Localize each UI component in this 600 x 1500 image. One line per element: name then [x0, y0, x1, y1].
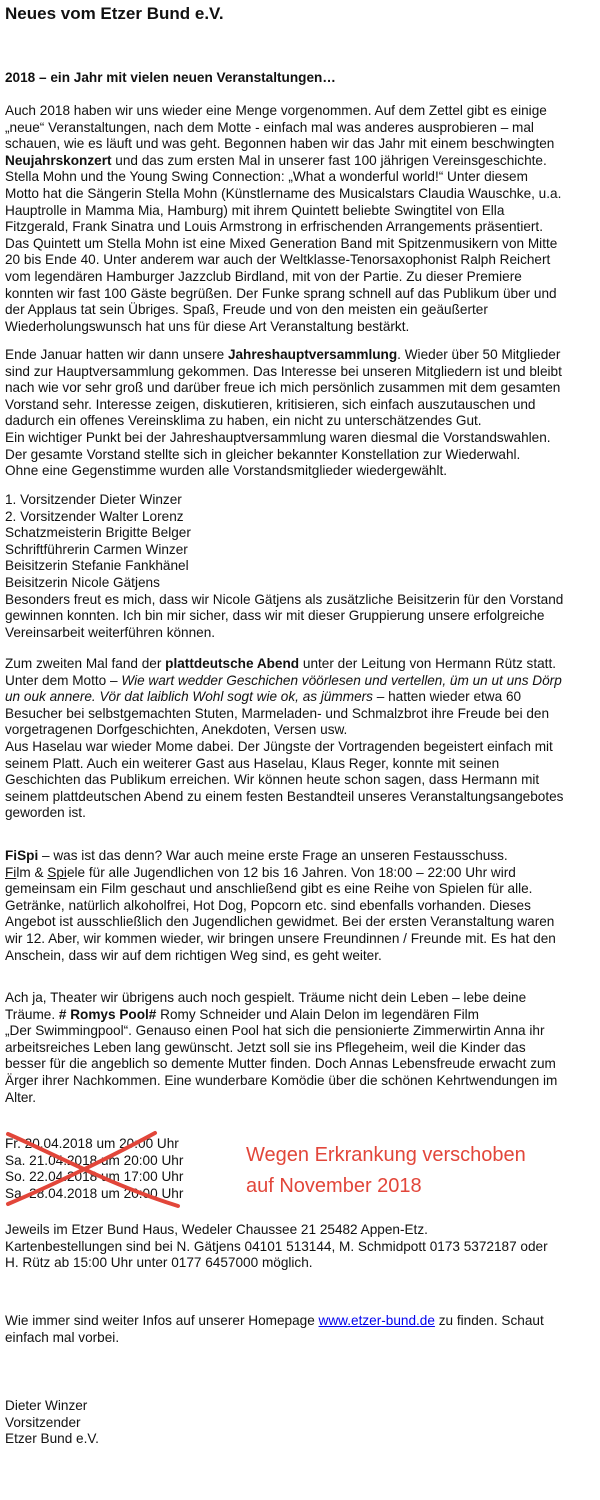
text-line: Vereinsarbeit weiterführen können.	[5, 624, 216, 640]
underlined-letters: Fi	[5, 864, 17, 880]
paragraph-theater	[5, 990, 595, 1106]
text-line: vom legendären Hamburger Jazzclub Birdland, mit von der Partie. Zu dieser Premiere	[5, 268, 522, 284]
text-line: Stella Mohn und the Young Swing Connection: „What a wonderful world!“ Unter diesem	[5, 169, 528, 185]
bold-term: FiSpi	[5, 848, 39, 863]
board-members-list	[5, 492, 595, 641]
subtitle-text: 2018 – ein Jahr mit vielen neuen Veranstaltungen…	[5, 70, 336, 85]
text-line: Ein wichtiger Punkt bei der Jahreshauptversammlung waren diesmal die Vorstandswahlen.	[5, 429, 551, 445]
text-line: Auch 2018 haben wir uns wieder eine Menge vorgenommen. Auf dem Zettel gibt es einige	[5, 103, 547, 118]
text-line: nach wie vor sehr groß und darüber freue ich mich persönlich zusammen mit dem gesamten	[5, 380, 561, 396]
text-line	[5, 689, 595, 706]
text-line: der Applaus tat sein Übriges. Spaß, Freude und von den meisten ein geäußerter	[5, 302, 488, 318]
text-line	[5, 153, 595, 170]
text-line: seinem plattdeutschen Abend zu einem festen Bestandteil unseres Veranstaltungsangebotes	[5, 788, 564, 804]
text-line: Angebot ist ausschließlich den Jugendlichen gewidmet. Bei der ersten Veranstaltung waren	[5, 914, 555, 930]
text-segment: Wie immer sind weiter Infos auf unserer Homepage	[5, 1313, 319, 1328]
text-line	[5, 656, 595, 673]
performance-date: Sa. 21.04.2018 um 20:00 Uhr	[5, 1152, 184, 1168]
text-line: Wiederholungswunsch hat uns für diese Art Veranstaltung bestärkt.	[5, 318, 410, 334]
text-line: Besucher bei selbstgemachten Stuten, Marmeladen- und Schmalzbrot ihre Freude bei den	[5, 705, 550, 721]
text-line: Kartenbestellungen sind bei N. Gätjens 04101 513144, M. Schmidpott 0173 5372187 oder	[5, 1238, 548, 1254]
text-line: geworden ist.	[5, 805, 86, 821]
text-segment: . Wieder über 50 Mitglieder	[397, 347, 561, 362]
text-line: seinem Platt. Auch ein weiterer Gast aus Haselau, Klaus Reger, konnte mit seinen	[5, 755, 500, 771]
text-line: Ohne eine Gegenstimme wurden alle Vorstandsmitglieder wiedergewählt.	[5, 463, 448, 479]
text-line: Hauptrolle in Mamma Mia, Hamburg) mit ihrem Quintett beliebte Swingtitel von Ella	[5, 202, 505, 218]
text-line: Aus Haselau war wieder Mome dabei. Der Jüngste der Vortragenden begeistert einfach mit	[5, 738, 553, 754]
text-segment: – hatten wieder etwa 60	[372, 689, 522, 705]
performance-date: So. 22.04.2018 um 17:00 Uhr	[5, 1169, 184, 1185]
italic-motto: Wie wart wedder Geschichen vöörlesen und vertellen, üm un ut uns Dörp	[121, 672, 562, 688]
text-line: einfach mal vorbei.	[5, 1329, 120, 1345]
text-segment: Zum zweiten Mal fand der	[5, 656, 166, 671]
text-line: sind zur Hauptversammlung gekommen. Das Interesse bei unseren Mitgliedern ist und bleibt	[5, 363, 562, 379]
text-line: Ärger ihrer Nachkommen. Eine wunderbare Komödie über die schönen Kehrtwendungen im	[5, 1072, 558, 1088]
signature-org: Etzer Bund e.V.	[5, 1431, 99, 1447]
performance-date: Fr. 20.04.2018 um 20:00 Uhr	[5, 1136, 179, 1151]
text-line: gewinnen konnten. Ich bin mir sicher, dass wir mit dieser Gruppierung unsere erfolgreiche	[5, 608, 545, 624]
underlined-letters: Spi	[47, 864, 67, 880]
text-line: „Der Swimmingpool“. Genauso einen Pool hat sich die pensionierte Zimmerwirtin Anna ihr	[5, 1023, 545, 1039]
paragraph-neujahrskonzert	[5, 103, 595, 335]
play-title: # Romys Pool#	[58, 1006, 157, 1022]
text-line: Fitzgerald, Frank Sinatra und Louis Armstrong in erfrischenden Arrangements präsentiert.	[5, 219, 543, 235]
text-line: wir 12. Aber, wir kommen wieder, wir bringen unsere Freundinnen / Freunde mit. Es hat den	[5, 930, 556, 946]
text-segment: Romy Schneider und Alain Delon im legendären Film	[156, 1006, 479, 1022]
board-member: Beisitzerin Stefanie Fankhänel	[5, 558, 189, 574]
text-line: Anschein, dass wir auf dem richtigen Weg sind, es geht weiter.	[5, 947, 382, 963]
text-segment: Träume.	[5, 1006, 59, 1022]
text-line	[5, 347, 595, 364]
text-line: besser für die angeblich so demente Mutter finden. Doch Annas Lebensfreude erwacht zum	[5, 1056, 556, 1072]
text-segment: und das zum ersten Mal in unserer fast 100 jährigen Vereinsgeschichte.	[111, 152, 547, 168]
signature-name: Dieter Winzer	[5, 1398, 88, 1413]
notice-line: Wegen Erkrankung verschoben	[246, 1144, 526, 1166]
board-member: Beisitzerin Nicole Gätjens	[5, 574, 160, 590]
page-title: Neues vom Etzer Bund e.V.	[5, 4, 224, 23]
text-line: Geschichten das Publikum erreichen. Wir können heute schon sagen, dass Hermann mit	[5, 772, 540, 788]
text-line: Alter.	[5, 1089, 36, 1105]
text-line: dadurch ein offenes Vereinsklima zu haben, ein nicht zu unterschätzendes Gut.	[5, 413, 482, 429]
italic-motto: un ouk annere. Vör dat laiblich Wohl sogt wie ok, as jümmers	[5, 689, 373, 705]
paragraph-plattdeutscher-abend	[5, 656, 595, 822]
board-member: 2. Vorsitzender Walter Lorenz	[5, 508, 184, 524]
text-line: 20 bis Ende 40. Unter anderem war auch der Weltklasse-Tenorsaxophonist Ralph Reichert	[5, 252, 551, 268]
text-line	[5, 673, 595, 690]
text-line: schauen, wie es läuft und was geht. Begonnen haben wir das Jahr mit einem beschwingten	[5, 136, 555, 152]
board-member: Schatzmeisterin Brigitte Belger	[5, 525, 191, 541]
performance-date: Sa. 28.04.2018 um 20:00 Uhr	[5, 1185, 184, 1201]
signature-role: Vorsitzender	[5, 1414, 81, 1430]
text-line: gemeinsam ein Film geschaut und anschließend gibt es eine Reihe von Spielen für alle.	[5, 881, 533, 897]
text-segment: lm &	[16, 864, 48, 880]
text-line: Der gesamte Vorstand stellte sich in gleicher bekannter Konstellation zur Wiederwahl.	[5, 446, 521, 462]
cancellation-cross-icon	[0, 1130, 190, 1210]
text-line: Ach ja, Theater wir übrigens auch noch gespielt. Träume nicht dein Leben – lebe deine	[5, 990, 527, 1005]
paragraph-fispi	[5, 848, 595, 964]
text-line	[5, 865, 595, 882]
signature	[5, 1398, 595, 1448]
text-line: Getränke, natürlich alkoholfrei, Hot Dog, Popcorn etc. sind ebenfalls vorhanden. Dieses	[5, 897, 531, 913]
text-line: vorgetragenen Dorfgeschichten, Anekdoten, Versen usw.	[5, 722, 348, 738]
homepage-info	[5, 1313, 595, 1346]
text-line: „neue“ Veranstaltungen, nach dem Motte - einfach mal was anderes ausprobieren – mal	[5, 119, 534, 135]
text-line	[5, 1313, 595, 1330]
text-segment: Unter dem Motto –	[5, 672, 122, 688]
homepage-link[interactable]: www.etzer-bund.de	[318, 1313, 435, 1328]
venue-info	[5, 1222, 595, 1272]
text-line: Vorstand sehr. Interesse zeigen, diskutieren, kritisieren, sich einfach auszutauschen und	[5, 396, 536, 412]
article-subtitle	[5, 70, 595, 87]
text-segment: – was ist das denn? War auch meine erste Frage an unseren Festausschuss.	[38, 848, 508, 863]
board-member: Schriftführerin Carmen Winzer	[5, 541, 188, 557]
notice-line: auf November 2018	[246, 1175, 422, 1197]
text-line	[5, 848, 595, 865]
bold-term: plattdeutsche Abend	[165, 656, 300, 671]
text-line: konnten wir fast 100 Gäste begrüßen. Der Funke sprang schnell auf das Publikum über und	[5, 285, 557, 301]
text-line: Jeweils im Etzer Bund Haus, Wedeler Chaussee 21 25482 Appen-Etz.	[5, 1222, 428, 1237]
text-line: Motto hat die Sängerin Stella Mohn (Künstlername des Musicalstars Claudia Wauschke, u.a.	[5, 185, 562, 201]
postponement-notice	[246, 1140, 526, 1202]
text-line	[5, 1007, 595, 1024]
text-line: Besonders freut es mich, dass wir Nicole Gätjens als zusätzliche Beisitzerin für den Vorstand	[5, 591, 564, 607]
text-segment: ele für alle Jugendlichen von 12 bis 16 Jahren. Von 18:00 – 22:00 Uhr wird	[66, 864, 516, 880]
paragraph-jahreshauptversammlung	[5, 347, 595, 480]
board-member: 1. Vorsitzender Dieter Winzer	[5, 492, 182, 507]
bold-term: Jahreshauptversammlung	[227, 347, 398, 362]
text-line: arbeitsreiches Leben lang gewünscht. Jetzt soll sie ins Pflegeheim, weil die Kinder das	[5, 1039, 526, 1055]
text-segment: zu finden. Schaut	[434, 1313, 544, 1328]
text-segment: Ende Januar hatten wir dann unsere	[5, 347, 228, 362]
text-line: Das Quintett um Stella Mohn ist eine Mixed Generation Band mit Spitzenmusikern von Mitte	[5, 235, 558, 251]
bold-term: Neujahrskonzert	[5, 152, 112, 168]
text-line: H. Rütz ab 15:00 Uhr unter 0177 6457000 möglich.	[5, 1255, 313, 1271]
text-segment: unter der Leitung von Hermann Rütz statt.	[299, 656, 557, 671]
